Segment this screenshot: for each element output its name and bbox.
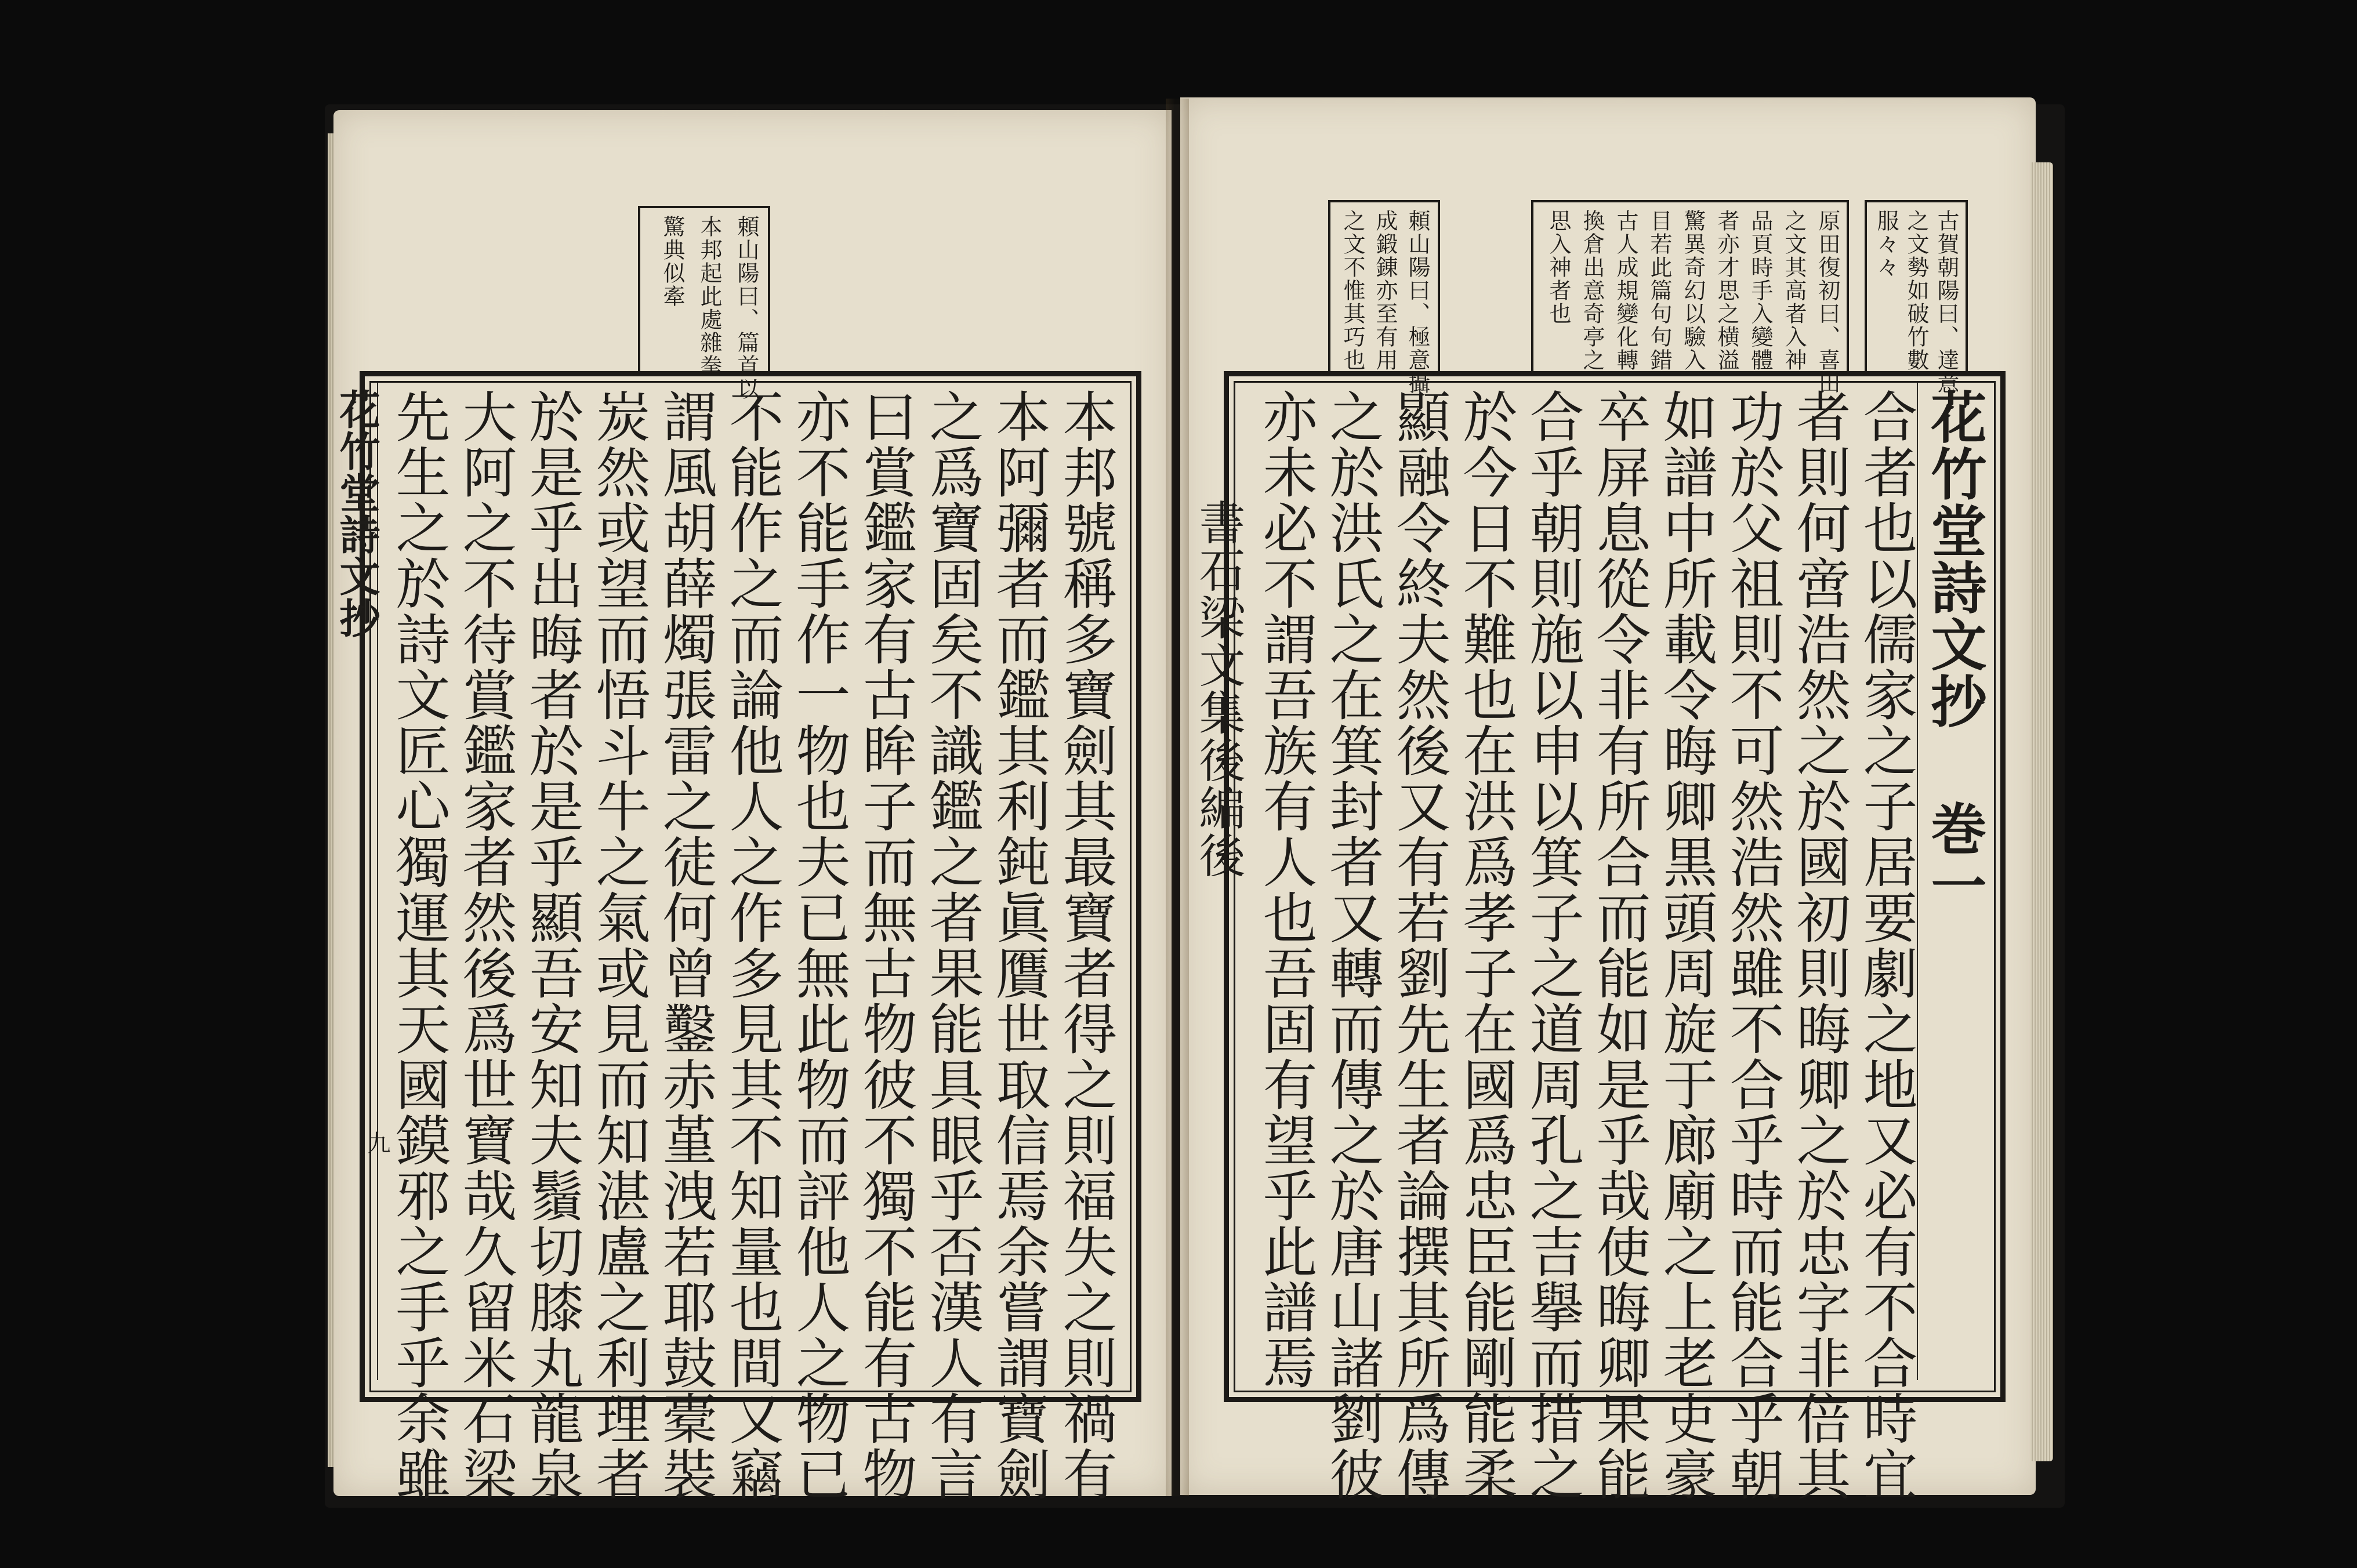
headnote-box	[1865, 200, 1968, 395]
text-column: 本阿彌者而鑑其利鈍眞贋世取信焉余嘗謂寶劍	[987, 389, 1050, 1502]
text-column: 如譜中所載令晦卿黒頭周旋于廊廟之上老吏豪	[1653, 389, 1717, 1502]
text-column: 者則何啻浩然之於國初則晦卿之於忠字非倍其	[1787, 389, 1850, 1502]
text-column: 顯融令終夫然後又有若劉先生者論撰其所爲傳	[1387, 389, 1450, 1502]
text-column: 謂風胡薛燭張雷之徒何曾鑿赤堇洩若耶鼓橐裝	[653, 389, 716, 1502]
text-column: 合者也以儒家之子居要劇之地又必有不合時宜	[1854, 389, 1917, 1502]
text-column: 先生之於詩文匠心獨運其天國鏌邪之手乎余雖	[386, 389, 449, 1502]
text-column: 之於洪氏之在箕封者又轉而傳之於唐山諸劉彼	[1320, 389, 1383, 1502]
headnote-line: 本邦起此處雜拳	[697, 215, 722, 378]
headnote-line: 換倉出意奇亭之	[1579, 209, 1605, 372]
text-column: 本邦號稱多寶劍其最寶者得之則福失之則禍有	[1053, 389, 1116, 1502]
text-column: 之爲寶固矣不識鑑之者果能具眼乎否漢人有言	[920, 389, 983, 1502]
text-column: 合乎朝則施以申以箕子之道周孔之吉擧而措之	[1520, 389, 1583, 1502]
headnote-line: 驚典似牽	[659, 215, 685, 308]
text-column: 卒屏息從令非有所合而能如是乎哉使晦卿果能	[1587, 389, 1650, 1502]
text-column: 功於父祖則不可然浩然雖不合乎時而能合乎朝	[1720, 389, 1783, 1502]
volume-label: 巻一	[1922, 800, 1988, 914]
book-title: 花竹堂詩文抄	[1922, 389, 1988, 729]
text-column: 大阿之不待賞鑑家者然後爲世寶哉久留米石梁	[453, 389, 516, 1502]
right-page-edges	[2030, 162, 2053, 1461]
headnote-box	[638, 206, 770, 401]
headnote-line: 原田復初曰、喜田	[1815, 209, 1840, 395]
headnote-line: 之文不惟其巧也	[1340, 209, 1365, 372]
text-column: 於今日不難也在洪爲孝子在國爲忠臣能剛能柔	[1453, 389, 1517, 1502]
text-column: 亦未必不謂吾族有人也吾固有望乎此譜焉	[1253, 389, 1317, 1391]
headnote-line: 驚異奇幻以驗入	[1680, 209, 1706, 372]
book-title: 花竹堂詩文抄	[333, 389, 381, 639]
headnote-box	[1328, 200, 1440, 395]
book-gutter	[1166, 99, 1189, 1496]
text-column: 炭然或望而悟斗牛之氣或見而知湛盧之利理者	[586, 389, 650, 1502]
section-title: 書石梁文集後編後	[1191, 499, 1245, 879]
headnote-line: 頼山陽曰、篇首以	[734, 215, 759, 401]
headnote-line: 頼山陽曰、極意攝	[1405, 209, 1430, 395]
text-column: 曰賞鑑家有古眸子而無古物彼不獨不能有古物	[853, 389, 916, 1502]
folio-number: 九	[364, 1131, 390, 1155]
headnote-line: 者亦才思之横溢	[1714, 209, 1739, 372]
headnote-line: 古人成規變化轉	[1613, 209, 1638, 372]
text-column: 不能作之而論他人之作多見其不知量也間又竊	[720, 389, 783, 1502]
headnote-line: 之文勢如破竹數	[1903, 209, 1929, 372]
headnote-line: 思入神者也	[1546, 209, 1571, 325]
headnote-line: 服々々	[1873, 209, 1899, 279]
headnote-line: 成鍛錬亦至有用	[1372, 209, 1398, 372]
text-column: 亦不能手作一物也夫已無此物而評他人之物已	[786, 389, 850, 1502]
headnote-line: 古賀朝陽曰、達意	[1934, 209, 1959, 395]
headnote-box	[1531, 200, 1849, 395]
headnote-line: 之文其高者入神	[1781, 209, 1807, 372]
headnote-line: 品頁時手入變體	[1747, 209, 1773, 372]
headnote-line: 目若此篇句句錯	[1647, 209, 1672, 372]
text-column: 於是乎出晦者於是乎顯吾安知夫鬚切膝丸龍泉	[520, 389, 583, 1502]
